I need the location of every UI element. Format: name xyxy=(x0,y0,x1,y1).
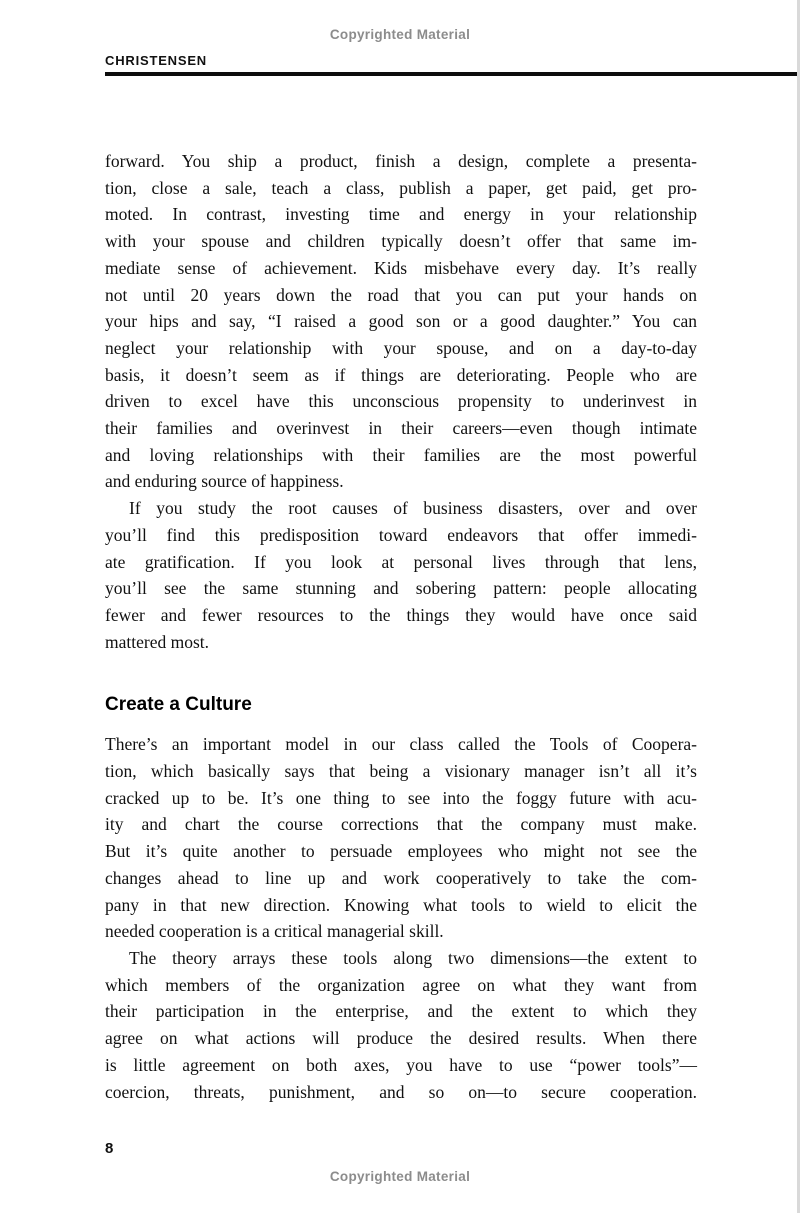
text-line: coercion, threats, punishment, and so on—to secure cooperation. xyxy=(105,1081,697,1102)
text-line: tion, which basically says that being a visionary manager isn’t all it’s xyxy=(105,761,697,782)
page-number: 8 xyxy=(105,1140,114,1157)
paragraph xyxy=(105,731,697,945)
text-line: is little agreement on both axes, you have to use “power tools”— xyxy=(105,1054,697,1075)
text-line: moted. In contrast, investing time and energy in your relationship xyxy=(105,204,697,225)
text-line: and enduring source of happiness. xyxy=(105,471,344,492)
text-line: not until 20 years down the road that you can put your hands on xyxy=(105,284,697,305)
text-line: with your spouse and children typically doesn’t offer that same im- xyxy=(105,231,697,252)
text-line: you’ll find this predisposition toward endeavors that offer immedi- xyxy=(105,524,697,545)
bottom-copyright-notice: Copyrighted Material xyxy=(329,1169,471,1184)
text-line: driven to excel have this unconscious propensity to underinvest in xyxy=(105,391,697,412)
paragraph xyxy=(105,495,697,655)
text-line: which members of the organization agree on what they want from xyxy=(105,974,697,995)
paragraph xyxy=(105,148,697,495)
text-line: agree on what actions will produce the desired results. When there xyxy=(105,1028,697,1049)
text-line: tion, close a sale, teach a class, publish a paper, get paid, get pro- xyxy=(105,177,697,198)
text-line: pany in that new direction. Knowing what tools to wield to elicit the xyxy=(105,894,697,915)
top-copyright-notice: Copyrighted Material xyxy=(329,27,471,42)
text-line: The theory arrays these tools along two dimensions—the extent to xyxy=(129,947,697,968)
text-line: There’s an important model in our class called the Tools of Coopera- xyxy=(105,734,697,755)
text-line: forward. You ship a product, finish a design, complete a presenta- xyxy=(105,151,697,171)
text-line: changes ahead to line up and work cooperatively to take the com- xyxy=(105,867,697,888)
text-line: their families and overinvest in their careers—even though intimate xyxy=(105,418,697,439)
page-body xyxy=(105,148,697,1105)
text-line: ate gratification. If you look at personal lives through that lens, xyxy=(105,551,697,572)
text-line: mediate sense of achievement. Kids misbehave every day. It’s really xyxy=(105,257,697,278)
text-line: ity and chart the course corrections that the company must make. xyxy=(105,814,697,835)
text-line: and loving relationships with their families are the most powerful xyxy=(105,444,697,465)
text-line: If you study the root causes of business disasters, over and over xyxy=(129,498,697,519)
text-line: your hips and say, “I raised a good son or a good daughter.” You can xyxy=(105,311,697,332)
text-line: their participation in the enterprise, and the extent to which they xyxy=(105,1001,697,1022)
text-line: neglect your relationship with your spouse, and on a day-to-day xyxy=(105,337,697,358)
text-line: mattered most. xyxy=(105,631,210,652)
section-heading: Create a Culture xyxy=(105,694,252,716)
text-line: But it’s quite another to persuade employees who might not see the xyxy=(105,841,697,862)
paragraph xyxy=(105,945,697,1105)
running-header-author: CHRISTENSEN xyxy=(105,53,207,68)
text-line: you’ll see the same stunning and sobering pattern: people allocating xyxy=(105,578,697,599)
text-line: fewer and fewer resources to the things they would have once said xyxy=(105,604,697,625)
text-line: basis, it doesn’t seem as if things are deteriorating. People who are xyxy=(105,364,697,385)
text-line: cracked up to be. It’s one thing to see into the foggy future with acu- xyxy=(105,787,697,808)
header-rule xyxy=(105,72,800,76)
text-line: needed cooperation is a critical managerial skill. xyxy=(105,921,444,942)
